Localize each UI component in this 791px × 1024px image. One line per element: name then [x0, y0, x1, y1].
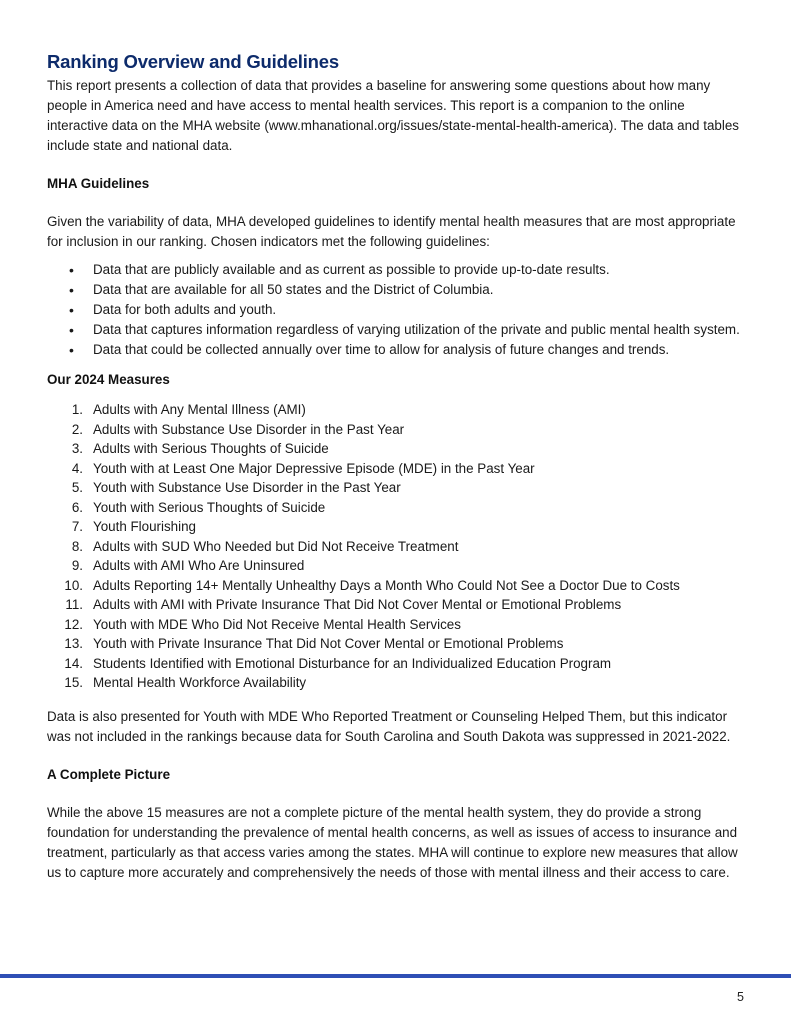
- list-item-text: Youth with MDE Who Did Not Receive Mental Health Services: [93, 616, 461, 632]
- list-item-number: 6.: [71, 499, 83, 515]
- list-item: • Data that are available for all 50 states and the District of Columbia.: [93, 280, 747, 300]
- guidelines-list: [47, 260, 747, 360]
- list-item: • Data that are publicly available and as current as possible to provide up-to-date results.: [93, 260, 747, 280]
- list-item-number: 15.: [64, 675, 83, 690]
- list-item: [71, 400, 747, 420]
- complete-picture-paragraph: While the above 15 measures are not a complete picture of the mental health system, they do provide a strong foundation for understanding the prevalence of mental health concerns, as well as issues of access to insurance and treatment, particularly as that access varies among the states. MHA will continue to explore new measures that allow us to capture more accurately and comprehensively the needs of those with mental illness and their access to care.: [47, 804, 738, 880]
- measures-heading: Our 2024 Measures: [47, 372, 170, 387]
- list-item: [71, 459, 747, 479]
- list-item-text: Adults with SUD Who Needed but Did Not Receive Treatment: [93, 538, 459, 554]
- list-item-number: 2.: [71, 421, 83, 437]
- list-item-text: Youth with Substance Use Disorder in the Past Year: [93, 480, 401, 495]
- footer-rule: [0, 974, 791, 978]
- list-item: [64, 673, 747, 693]
- page-number: 5: [737, 990, 744, 1004]
- list-item-text: Youth with Private Insurance That Did Not Cover Mental or Emotional Problems: [93, 636, 564, 651]
- list-item-number: 12.: [64, 616, 83, 632]
- list-item-text: Adults with AMI with Private Insurance That Did Not Cover Mental or Emotional Problems: [93, 597, 622, 612]
- list-item-number: 13.: [64, 636, 83, 651]
- list-item: [71, 439, 747, 459]
- intro-paragraph: This report presents a collection of data that provides a baseline for answering some questions about how many people in America need and have access to mental health services. This report is a companion to the online interactive data on the MHA website (www.mhanational.org/issues/state-mental-health-america). The data and tables include state and national data.: [47, 78, 739, 153]
- list-item: [65, 595, 747, 615]
- list-item: • Data that could be collected annually over time to allow for analysis of future changes and trends.: [93, 340, 747, 360]
- list-item: [71, 498, 747, 518]
- list-item-text: Adults Reporting 14+ Mentally Unhealthy Days a Month Who Could Not See a Doctor Due to Costs: [93, 577, 680, 593]
- list-item: [64, 576, 747, 596]
- list-item-text: Adults with Substance Use Disorder in the Past Year: [93, 421, 405, 437]
- list-item: • Data that captures information regardless of varying utilization of the private and public mental health system.: [93, 320, 747, 340]
- document-page: [47, 50, 747, 883]
- list-item-number: 4.: [71, 460, 83, 476]
- list-item: [71, 517, 747, 537]
- list-item-number: 14.: [64, 655, 83, 671]
- list-item-text: Youth Flourishing: [93, 519, 196, 534]
- page-title: Ranking Overview and Guidelines: [47, 51, 339, 72]
- list-item-number: 8.: [71, 538, 83, 554]
- list-item: [71, 556, 747, 576]
- list-item: [71, 478, 747, 498]
- measures-note-paragraph: Data is also presented for Youth with MDE Who Reported Treatment or Counseling Helped Them, but this indicator was not included in the rankings because data for South Carolina and South Dakota was suppressed in 2021-2022.: [47, 708, 731, 744]
- list-item-number: 1.: [71, 402, 83, 417]
- list-item: • Data for both adults and youth.: [93, 300, 747, 320]
- list-item: [64, 615, 747, 635]
- measures-list: [47, 400, 747, 693]
- guidelines-heading: MHA Guidelines: [47, 176, 150, 191]
- list-item-number: 5.: [71, 480, 83, 495]
- list-item: [71, 420, 747, 440]
- list-item-number: 7.: [71, 519, 83, 534]
- list-item-text: Mental Health Workforce Availability: [93, 675, 307, 690]
- guidelines-paragraph: Given the variability of data, MHA developed guidelines to identify mental health measures that are most appropriate for inclusion in our ranking. Chosen indicators met the following guidelines:: [47, 214, 736, 249]
- complete-picture-heading: A Complete Picture: [47, 766, 171, 782]
- list-item: [64, 654, 747, 674]
- list-item-text: Youth with at Least One Major Depressive Episode (MDE) in the Past Year: [93, 460, 535, 476]
- list-item-number: 11.: [65, 597, 83, 612]
- list-item-text: Adults with Any Mental Illness (AMI): [93, 402, 306, 417]
- list-item-number: 3.: [71, 441, 83, 456]
- list-item-text: Students Identified with Emotional Disturbance for an Individualized Education Program: [93, 655, 612, 671]
- list-item: [64, 634, 747, 654]
- list-item-text: Adults with AMI Who Are Uninsured: [93, 558, 305, 573]
- list-item-text: Youth with Serious Thoughts of Suicide: [93, 499, 326, 515]
- list-item: [71, 537, 747, 557]
- list-item-number: 10.: [64, 577, 83, 593]
- list-item-number: 9.: [71, 558, 83, 573]
- list-item-text: Adults with Serious Thoughts of Suicide: [93, 441, 329, 456]
